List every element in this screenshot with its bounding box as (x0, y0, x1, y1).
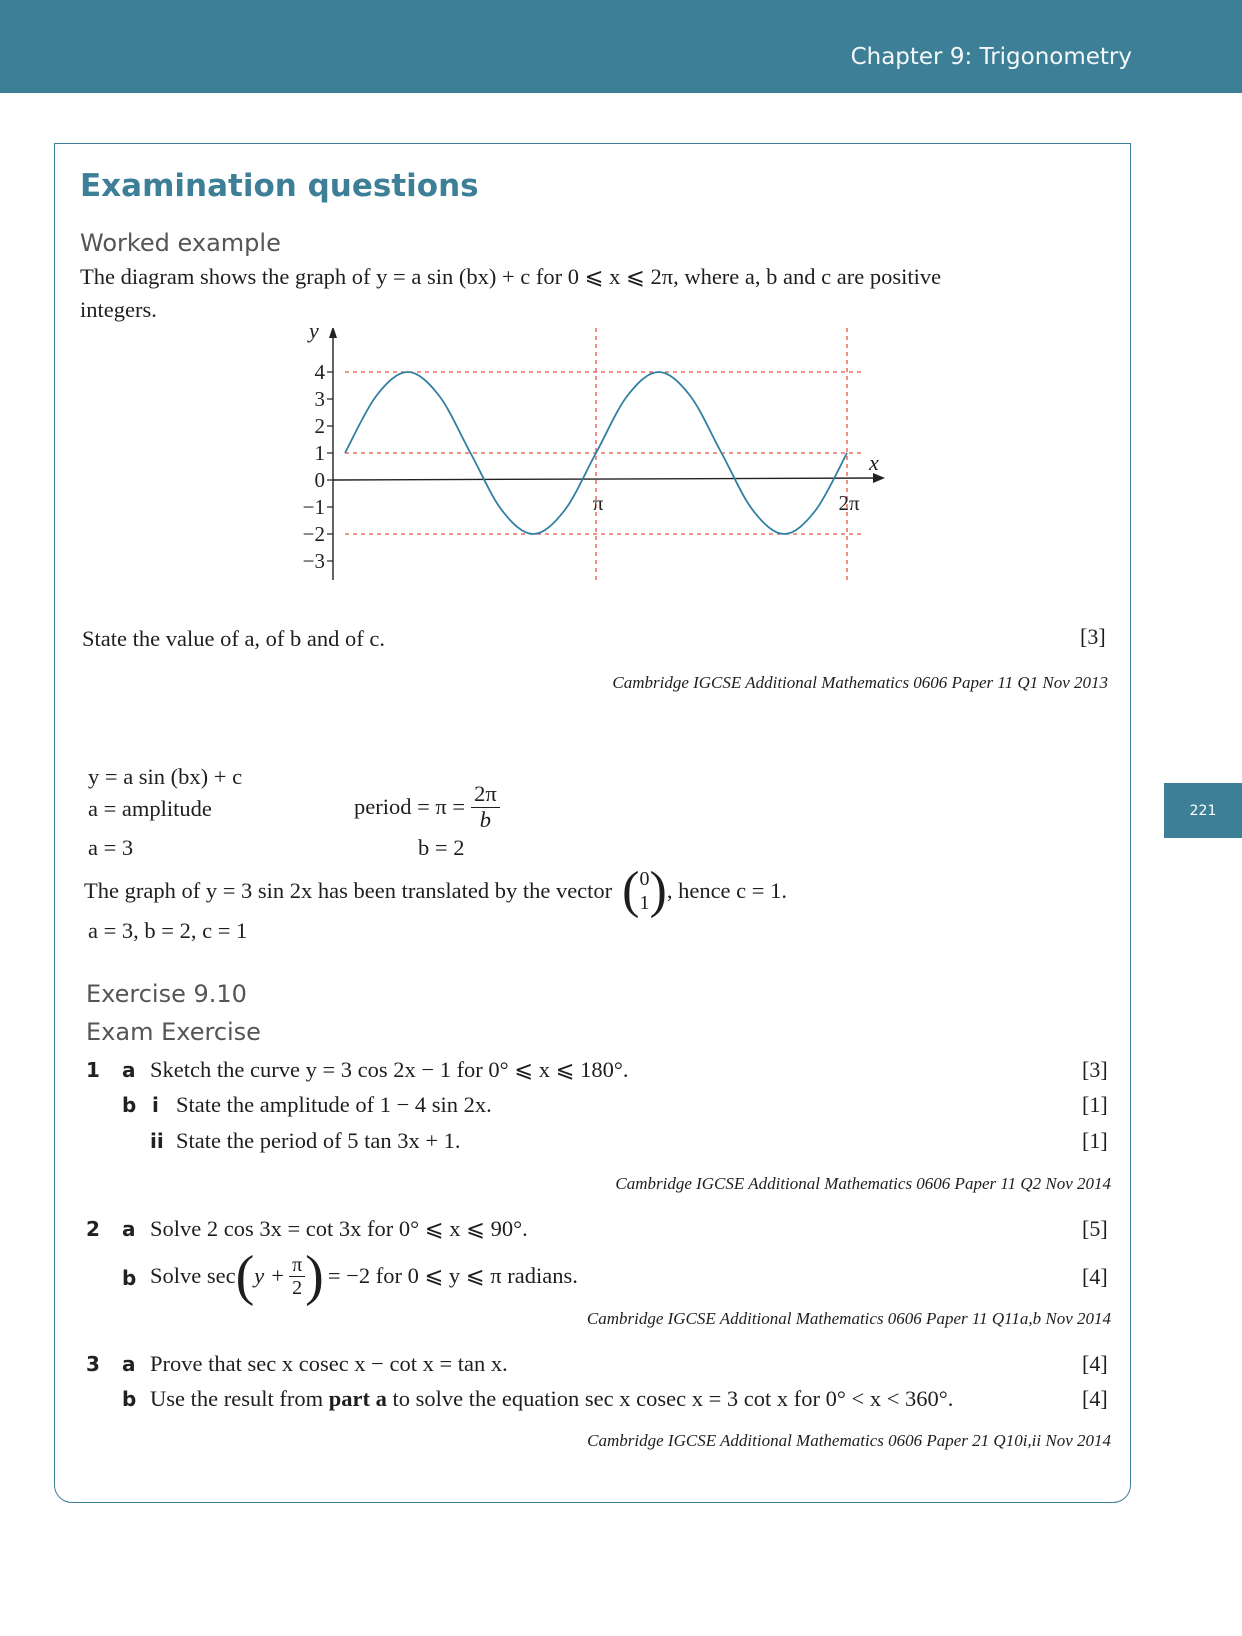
exercise-subtitle: Exam Exercise (86, 1018, 261, 1046)
exercise-title: Exercise 9.10 (86, 980, 247, 1008)
q3b-post: to solve the equation sec x cosec x = 3 cot x for 0° < x < 360°. (386, 1386, 954, 1411)
solution-period (354, 782, 500, 833)
worked-example-title: Worked example (80, 229, 281, 257)
period-numerator: 2π (471, 782, 500, 808)
y-axis-arrow (329, 328, 337, 338)
q3b-pre: Use the result from (150, 1386, 329, 1411)
x-tick-label-pi: π (592, 491, 604, 515)
worked-intro-line1: The diagram shows the graph of y = a sin (bx) + c for 0 ⩽ x ⩽ 2π, where a, b and c are positive (80, 264, 942, 289)
solution-amplitude-def: a = amplitude (88, 796, 212, 821)
q3a-label: a (122, 1352, 136, 1376)
q2b-frac-num: π (289, 1254, 305, 1277)
x-tick-label-2pi: 2π (838, 491, 860, 515)
page-number-tab: 221 (1164, 783, 1242, 838)
q1bii-text: State the period of 5 tan 3x + 1. (176, 1128, 461, 1153)
q1a-text: Sketch the curve y = 3 cos 2x − 1 for 0° ⩽ x ⩽ 180°. (150, 1057, 629, 1082)
q1a-marks: [3] (1082, 1057, 1108, 1082)
q2b-inner: y + (254, 1263, 286, 1288)
q2b-label: b (122, 1266, 137, 1290)
q3b-label: b (122, 1387, 137, 1411)
q2b-fraction (289, 1254, 305, 1299)
solution-final: a = 3, b = 2, c = 1 (88, 918, 248, 943)
q3a-text: Prove that sec x cosec x − cot x = tan x. (150, 1351, 508, 1376)
period-lhs: period = π = (354, 794, 466, 820)
y-tick-label: 0 (314, 468, 325, 492)
y-tick-label: 2 (314, 414, 325, 438)
q3b-marks: [4] (1082, 1386, 1108, 1411)
q3b-bold: part a (328, 1386, 387, 1411)
q3-source: Cambridge IGCSE Additional Mathematics 0606 Paper 21 Q10i,ii Nov 2014 (587, 1431, 1111, 1450)
q2b-frac-den: 2 (292, 1276, 303, 1299)
solution-a-value: a = 3 (88, 835, 134, 860)
q3a-marks: [4] (1082, 1351, 1108, 1376)
q1a-label: a (122, 1058, 136, 1082)
y-axis-label: y (309, 328, 319, 343)
translation-conclusion: , hence c = 1. (666, 878, 787, 903)
q3b-text (150, 1386, 953, 1412)
worked-marks: [3] (1080, 624, 1106, 649)
q2a-label: a (122, 1217, 136, 1241)
q3-number: 3 (86, 1352, 100, 1376)
section-heading: Examination questions (80, 168, 479, 204)
y-tick-label: 3 (314, 387, 325, 411)
x-axis (333, 478, 879, 480)
translation-vector: ( 0 1 ) (622, 862, 667, 919)
q1b-label: b (122, 1093, 137, 1117)
q1-source: Cambridge IGCSE Additional Mathematics 0606 Paper 11 Q2 Nov 2014 (615, 1174, 1111, 1193)
y-tick-label: −2 (302, 522, 325, 546)
x-axis-label: x (869, 450, 879, 475)
y-tick-label: −1 (302, 495, 325, 519)
q2b-pre: Solve sec (150, 1263, 236, 1288)
q2a-text: Solve 2 cos 3x = cot 3x for 0° ⩽ x ⩽ 90°. (150, 1216, 528, 1241)
q2-source: Cambridge IGCSE Additional Mathematics 0606 Paper 11 Q11a,b Nov 2014 (586, 1309, 1111, 1328)
q1bi-marks: [1] (1082, 1092, 1108, 1117)
q1bi-label: i (152, 1093, 159, 1117)
translation-text: The graph of y = 3 sin 2x has been translated by the vector (84, 878, 613, 903)
q1bi-text: State the amplitude of 1 − 4 sin 2x. (176, 1092, 492, 1117)
vector-top: 0 (639, 868, 650, 890)
sine-graph (290, 328, 890, 608)
q1bii-marks: [1] (1082, 1128, 1108, 1153)
worked-source: Cambridge IGCSE Additional Mathematics 0606 Paper 11 Q1 Nov 2013 (612, 673, 1108, 692)
q1bii-label: ii (150, 1129, 164, 1153)
worked-question: State the value of a, of b and of c. (82, 626, 386, 651)
vector-bottom: 1 (639, 892, 650, 914)
y-tick-label: 4 (314, 360, 325, 384)
q1-number: 1 (86, 1058, 100, 1082)
solution-translation (84, 858, 787, 924)
q2-number: 2 (86, 1217, 100, 1241)
solution-b-value: b = 2 (418, 835, 465, 860)
y-tick-label: −3 (302, 549, 325, 573)
q2b-marks: [4] (1082, 1264, 1108, 1289)
q2a-marks: [5] (1082, 1216, 1108, 1241)
q2b-text: Solve sec ( y + $\frac{\pi}{2}$ ) = −2 for 0 ⩽ y ⩽ π radians. (150, 1245, 578, 1307)
q2b-post: = −2 for 0 ⩽ y ⩽ π radians. (327, 1263, 578, 1288)
worked-intro-line2: integers. (80, 297, 157, 322)
solution-equation: y = a sin (bx) + c (88, 764, 243, 789)
chapter-title: Chapter 9: Trigonometry (850, 44, 1132, 70)
y-tick-label: 1 (314, 441, 325, 465)
period-fraction (471, 782, 500, 833)
period-denominator: b (479, 806, 492, 832)
